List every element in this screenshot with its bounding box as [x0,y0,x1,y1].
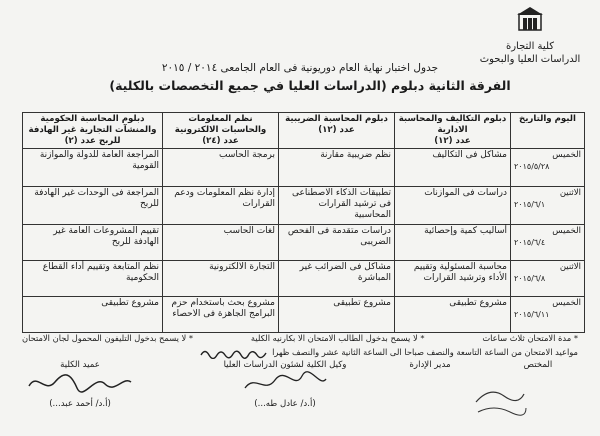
table-row [23,149,585,187]
note-times: مواعيد الامتحان من الساعة التاسعة والنصف صباحا الى الساعة الثانية عشر والنصف ظهرا [22,345,578,359]
signature-dean: عميد الكلية (أ.د/ أحمد عبد...) [20,360,140,409]
table-row [23,187,585,225]
column-header: دبلوم المحاسبة الحكومية والمنشآت التجارية غير الهادفة للربح عدد (٢) [23,113,163,149]
table-cell: تطبيقات الذكاء الاصطناعى فى ترشيد القرارات المحاسبية [279,187,395,225]
faculty-header [470,6,590,66]
dept-name: الدراسات العليا والبحوث [479,54,581,65]
signature-director: مدير الإدارة [409,360,451,370]
table-header-row [23,113,585,149]
table-cell: مشروع بحث باستخدام حزم البرامج الجاهزة فى الاحصاء [163,297,279,333]
table-cell: المراجعة فى الوحدات غير الهادفة للربح [23,187,163,225]
date-cell: الخميس ٢٠١٥/٥/٢٨ [511,149,585,187]
table-cell: مشاكل فى التكاليف [395,149,511,187]
exam-notes [22,331,578,359]
table-cell: أساليب كمية وإحصائية [395,225,511,261]
table-cell: لغات الحاسب [163,225,279,261]
official-stamp-icon [470,382,528,422]
university-logo-icon [513,6,547,34]
handwritten-date-scribble [199,347,269,359]
table-cell: محاسبة المسئولية وتقييم الأداء وترشيد القرارات [395,261,511,297]
date-cell: الخميس ٢٠١٥/٦/١١ [511,297,585,333]
table-cell: دراسات فى الموازنات [395,187,511,225]
column-header: نظم المعلومات والحاسبات الالكترونية عدد (٢٤) [163,113,279,149]
signature-specialist: المختص [523,360,553,370]
page-subtitle: الفرقة الثانية دبلوم (الدراسات العليا في جميع التخصصات بالكلية) [109,78,511,93]
table-cell: مشروع تطبيقى [395,297,511,333]
note-duration: * مدة الامتحان ثلاث ساعات [482,333,578,343]
table-cell: تقييم المشروعات العامة غير الهادفة للربح [23,225,163,261]
note-phone: * لا يسمح بدخول التليفون المحمول لجان الامتحان [22,333,194,343]
table-cell: دراسات متقدمة فى الفحص الضريبى [279,225,395,261]
table-row [23,297,585,333]
note-id-card: * لا يسمح بدخول الطالب الامتحان الا بكارنيه الكلية [250,333,425,343]
date-cell: الاثنين ٢٠١٥/٦/٨ [511,261,585,297]
table-cell: التجارة الالكترونية [163,261,279,297]
notes-line [22,331,578,345]
table-cell: مشروع تطبيقى [279,297,395,333]
page-title: جدول اختبار نهاية العام دوريونية فى العام الجامعى ٢٠١٤ / ٢٠١٥ [161,62,439,74]
handwritten-signature-icon [25,370,135,396]
column-header: دبلوم التكاليف والمحاسبة الادارية عدد (١٢) [395,113,511,149]
table-cell: إدارة نظم المعلومات ودعم القرارات [163,187,279,225]
table-cell: نظم ضريبية مقارنة [279,149,395,187]
table-cell: مشاكل فى الضرائب غير المباشرة [279,261,395,297]
handwritten-signature-icon [240,370,330,396]
column-header: اليوم والتاريخ [511,113,585,149]
table-cell: مشروع تطبيقى [23,297,163,333]
faculty-name: كلية التجارة [505,41,555,52]
date-cell: الخميس ٢٠١٥/٦/٤ [511,225,585,261]
signature-vice-dean: وكيل الكلية لشئون الدراسات العليا (أ.د/ عادل طه...) [223,360,347,409]
table-row [23,261,585,297]
table-cell: نظم المتابعة وتقييم أداء القطاع الحكومية [23,261,163,297]
table-row [23,225,585,261]
table-cell: المراجعة العامة للدولة والموازنة القومية [23,149,163,187]
column-header: دبلوم المحاسبة الضريبية عدد (١٢) [279,113,395,149]
table-cell: برمجة الحاسب [163,149,279,187]
exam-schedule-table [22,112,585,333]
date-cell: الاثنين ٢٠١٥/٦/١ [511,187,585,225]
